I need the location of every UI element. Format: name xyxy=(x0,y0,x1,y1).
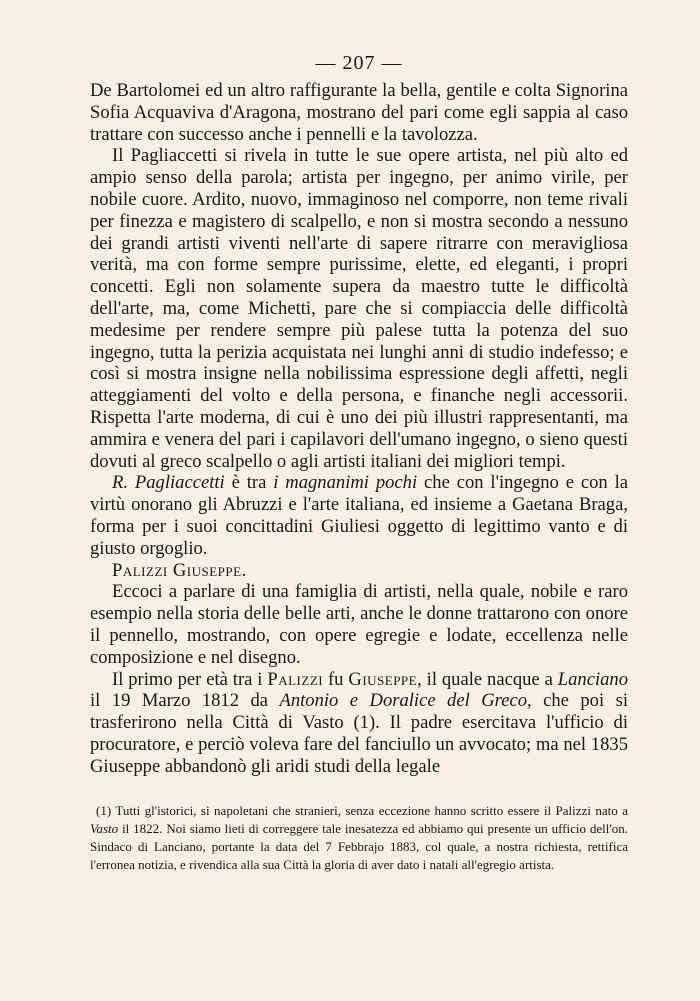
text-run: che con l'ingegno e con la virtù onorano gli Abruzzi e l'arte italiana, ed insieme a Gaetana Braga, forma per i suoi concittadini Giuliesi oggetto di legittimo vanto e di giusto orgoglio. xyxy=(90,472,628,559)
text-run: è tra xyxy=(224,472,274,494)
text-run: Il primo per età tra i xyxy=(112,668,268,690)
text-run: il 19 Marzo 1812 da xyxy=(90,690,280,712)
body-text xyxy=(90,80,628,778)
text-run: fu xyxy=(323,668,349,690)
text-run: il 1822. Noi siamo lieti di correggere tale inesatezza ed abbiamo qui presente un ufficio dell'on. Sindaco di Lanciano, portante la data del 7 Febbrajo 1883, col quale, a nostra richiesta, rettifica l'erronea notizia, e rivendica alla sua Città la gloria di aver dato i natali all'egregio artista. xyxy=(90,820,628,872)
surname-smallcaps: Palizzi xyxy=(267,668,324,690)
paragraph-2: Il Pagliaccetti si rivela in tutte le sue opere artista, nel più alto ed ampio senso della parola; artista per ingegno, per animo virile, per nobile cuore. Ardito, nuovo, immaginoso nel comporre, non teme rivali per finezza e magistero di scalpello, e non si mostra secondo a nessuno dei grandi artisti viventi nell'arte di sapere ritrarre con meravigliosa verità, ma con forme sempre purissime, elette, ed eleganti, i propri concetti. Egli non solamente supera da maestro tutte le difficoltà dell'arte, ma, come Michetti, pare che si compiaccia delle difficoltà medesime per rendere sempre più palese tutta la potenza del suo ingegno, tutta la perizia acquistata nei lunghi anni di studio indefesso; e così si mostra insigne nella nobilissima espressione degli affetti, negli atteggiamenti del volto e della persona, e finanche negli accessorii. Rispetta l'arte moderna, di cui è uno dei più illustri rappresentanti, ma ammira e venera del pari i capilavori dell'umano ingegno, o sieno questi dovuti al greco scalpello o agli artisti italiani dei migliori tempi. xyxy=(90,145,628,472)
paragraph-3 xyxy=(90,472,628,559)
footnotes xyxy=(90,802,628,874)
place-italic: Vasto xyxy=(90,820,119,836)
paragraph-5 xyxy=(90,669,628,778)
footnote-spacer xyxy=(90,778,628,796)
page-number: — 207 — xyxy=(315,52,403,74)
firstname-smallcaps: Giuseppe xyxy=(348,668,418,690)
text-run: (1) Tutti gl'istorici, sì napoletani che stranieri, senza eccezione hanno scritto essere il Palizzi nato a xyxy=(96,802,628,818)
section-heading: Palizzi Giuseppe. xyxy=(112,559,247,581)
quote-italic: i magnanimi pochi xyxy=(273,472,418,494)
text-run: , il quale nacque a xyxy=(417,668,558,690)
name-italic: R. Pagliaccetti xyxy=(112,472,225,494)
text-run: , che poi si trasferirono nella Città di Vasto (1). Il padre esercitava l'ufficio di procuratore, e perciò voleva fare del fanciullo un avvocato; ma nel 1835 Giuseppe abbandonò gli aridi studi della legale xyxy=(90,690,628,777)
paragraph-4: Eccoci a parlare di una famiglia di artisti, nella quale, nobile e raro esempio nella storia delle belle arti, anche le donne trattarono con onore il pennello, mostrando, con opere egregie e lodate, eccellenza nelle composizione e nel disegno. xyxy=(90,581,628,668)
footnote-1 xyxy=(90,802,628,874)
place-italic: Lanciano xyxy=(557,668,629,690)
paragraph-1: De Bartolomei ed un altro raffigurante la bella, gentile e colta Signorina Sofia Acquaviva d'Aragona, mostrano del pari come egli sappia al caso trattare con successo anche i pennelli e la tavolozza. xyxy=(90,80,628,145)
parents-italic: Antonio e Doralice del Greco xyxy=(279,690,528,712)
